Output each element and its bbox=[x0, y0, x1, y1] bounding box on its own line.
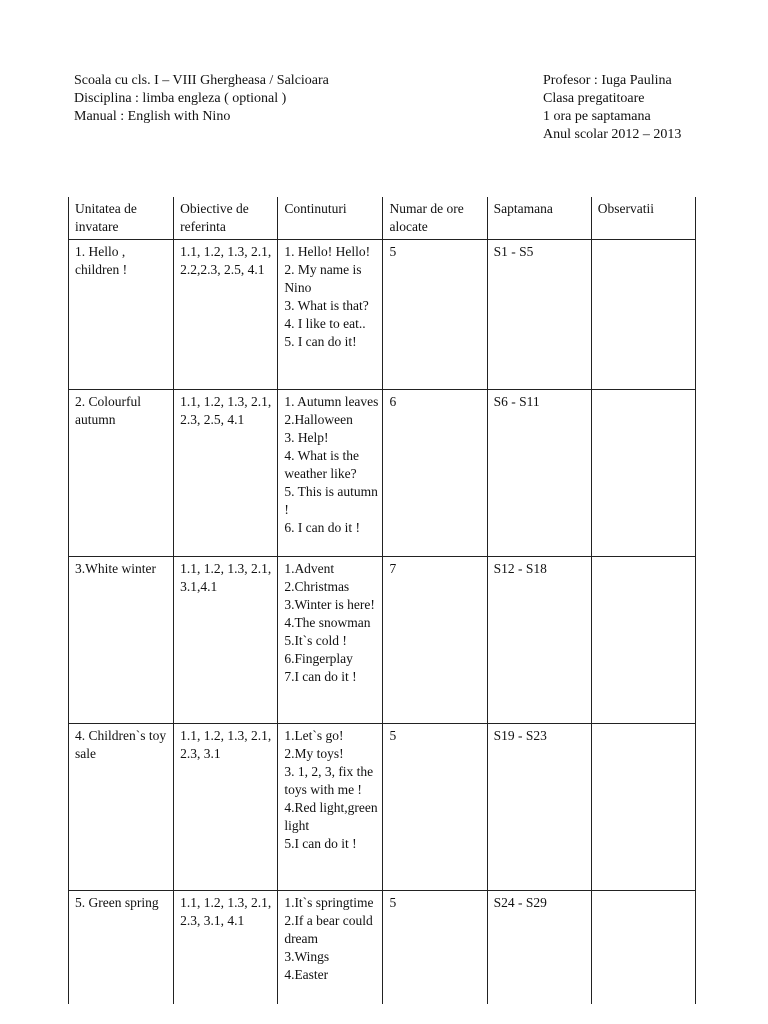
content-item: 4.Easter bbox=[284, 967, 329, 982]
content-item: 4. I like to eat.. bbox=[284, 316, 366, 331]
cell-contents bbox=[278, 390, 383, 557]
school-year: Anul scolar 2012 – 2013 bbox=[543, 127, 682, 142]
cell-objectives: 1.1, 1.2, 1.3, 2.1, 2.3, 3.1, 4.1 bbox=[174, 891, 278, 1005]
cell-contents bbox=[278, 240, 383, 390]
cell-unit: 2. Colourful autumn bbox=[69, 390, 174, 557]
cell-weeks: S24 - S29 bbox=[487, 891, 591, 1005]
cell-unit: 1. Hello , children ! bbox=[69, 240, 174, 390]
col-header-weeks: Saptamana bbox=[487, 197, 591, 240]
content-item: 6. I can do it ! bbox=[284, 520, 361, 535]
col-header-objectives: Obiective de referinta bbox=[174, 197, 278, 240]
cell-weeks: S19 - S23 bbox=[487, 724, 591, 891]
discipline: Disciplina : limba engleza ( optional ) bbox=[74, 91, 287, 106]
weekly-hours: 1 ora pe saptamana bbox=[543, 109, 651, 124]
col-header-notes: Observatii bbox=[591, 197, 695, 240]
col-header-hours: Numar de ore alocate bbox=[383, 197, 487, 240]
content-item: 5. I can do it! bbox=[284, 334, 357, 349]
cell-weeks: S6 - S11 bbox=[487, 390, 591, 557]
cell-unit: 5. Green spring bbox=[69, 891, 174, 1005]
cell-unit: 4. Children`s toy sale bbox=[69, 724, 174, 891]
content-item: 1.It`s springtime bbox=[284, 895, 374, 910]
content-item: 2.Christmas bbox=[284, 579, 350, 594]
table-row bbox=[69, 390, 696, 557]
cell-objectives: 1.1, 1.2, 1.3, 2.1, 3.1,4.1 bbox=[174, 557, 278, 724]
header-left bbox=[74, 72, 329, 126]
cell-hours: 5 bbox=[383, 891, 487, 1005]
class-name: Clasa pregatitoare bbox=[543, 91, 645, 106]
header-right bbox=[543, 72, 681, 144]
content-item: 7.I can do it ! bbox=[284, 669, 357, 684]
content-item: 4.Red light,green light bbox=[284, 800, 378, 833]
table-header-row bbox=[69, 197, 696, 240]
cell-contents bbox=[278, 724, 383, 891]
cell-notes bbox=[591, 240, 695, 390]
cell-notes bbox=[591, 557, 695, 724]
cell-hours: 5 bbox=[383, 724, 487, 891]
cell-hours: 7 bbox=[383, 557, 487, 724]
cell-notes bbox=[591, 891, 695, 1005]
cell-weeks: S12 - S18 bbox=[487, 557, 591, 724]
content-item: 3.Wings bbox=[284, 949, 330, 964]
content-item: 5.It`s cold ! bbox=[284, 633, 347, 648]
content-item: 2.My toys! bbox=[284, 746, 344, 761]
content-item: 1. Autumn leaves bbox=[284, 394, 379, 409]
col-header-contents: Continuturi bbox=[278, 197, 383, 240]
content-item: 1.Advent bbox=[284, 561, 335, 576]
content-item: 5. This is autumn ! bbox=[284, 484, 378, 517]
planning-table bbox=[68, 197, 696, 1004]
cell-objectives: 1.1, 1.2, 1.3, 2.1, 2.3, 2.5, 4.1 bbox=[174, 390, 278, 557]
content-item: 5.I can do it ! bbox=[284, 836, 357, 851]
cell-contents bbox=[278, 557, 383, 724]
teacher: Profesor : Iuga Paulina bbox=[543, 73, 672, 88]
content-item: 1.Let`s go! bbox=[284, 728, 344, 743]
table-row bbox=[69, 557, 696, 724]
cell-contents bbox=[278, 891, 383, 1005]
table-row bbox=[69, 240, 696, 390]
cell-unit: 3.White winter bbox=[69, 557, 174, 724]
content-item: 3. What is that? bbox=[284, 298, 369, 313]
content-item: 4. What is the weather like? bbox=[284, 448, 360, 481]
cell-notes bbox=[591, 724, 695, 891]
cell-hours: 6 bbox=[383, 390, 487, 557]
cell-hours: 5 bbox=[383, 240, 487, 390]
cell-notes bbox=[591, 390, 695, 557]
content-item: 2. My name is Nino bbox=[284, 262, 362, 295]
content-item: 6.Fingerplay bbox=[284, 651, 353, 666]
content-item: 3. 1, 2, 3, fix the toys with me ! bbox=[284, 764, 374, 797]
content-item: 1. Hello! Hello! bbox=[284, 244, 371, 259]
content-item: 3.Winter is here! bbox=[284, 597, 375, 612]
content-item: 2.If a bear could dream bbox=[284, 913, 373, 946]
content-item: 3. Help! bbox=[284, 430, 329, 445]
table-row bbox=[69, 724, 696, 891]
cell-objectives: 1.1, 1.2, 1.3, 2.1, 2.2,2.3, 2.5, 4.1 bbox=[174, 240, 278, 390]
cell-objectives: 1.1, 1.2, 1.3, 2.1, 2.3, 3.1 bbox=[174, 724, 278, 891]
table-row bbox=[69, 891, 696, 1005]
school-name: Scoala cu cls. I – VIII Ghergheasa / Salcioara bbox=[74, 73, 329, 88]
content-item: 4.The snowman bbox=[284, 615, 371, 630]
manual: Manual : English with Nino bbox=[74, 109, 231, 124]
content-item: 2.Halloween bbox=[284, 412, 353, 427]
cell-weeks: S1 - S5 bbox=[487, 240, 591, 390]
col-header-unit: Unitatea de invatare bbox=[69, 197, 174, 240]
